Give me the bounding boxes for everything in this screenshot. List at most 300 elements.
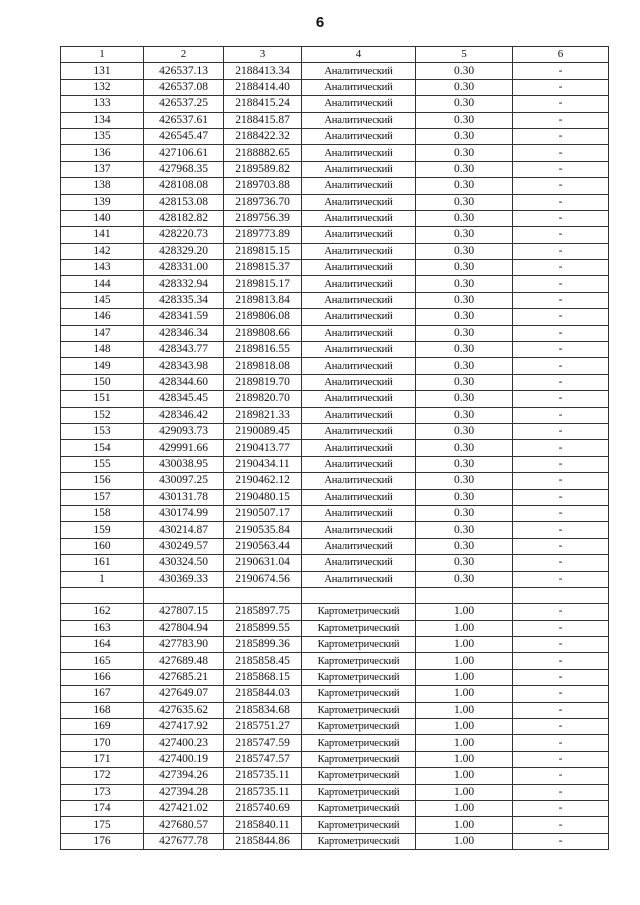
table-row <box>61 686 609 702</box>
point-number-cell: 134 <box>61 112 144 128</box>
point-number-cell: 142 <box>61 243 144 259</box>
y-coordinate-cell: 2189815.37 <box>224 260 302 276</box>
method-cell: Аналитический <box>302 145 416 161</box>
note-cell: - <box>513 358 609 374</box>
point-number-cell: 140 <box>61 210 144 226</box>
note-cell: - <box>513 210 609 226</box>
table-row <box>61 210 609 226</box>
accuracy-cell: 0.30 <box>416 555 513 571</box>
y-coordinate-cell: 2190631.04 <box>224 555 302 571</box>
y-coordinate-cell: 2190674.56 <box>224 571 302 587</box>
method-cell: Аналитический <box>302 325 416 341</box>
point-number-cell: 139 <box>61 194 144 210</box>
y-coordinate-cell: 2189736.70 <box>224 194 302 210</box>
note-cell: - <box>513 276 609 292</box>
table-row <box>61 817 609 833</box>
x-coordinate-cell: 427394.28 <box>144 784 224 800</box>
note-cell: - <box>513 604 609 620</box>
note-cell: - <box>513 653 609 669</box>
x-coordinate-cell: 427400.19 <box>144 751 224 767</box>
method-cell: Аналитический <box>302 112 416 128</box>
table-row <box>61 112 609 128</box>
y-coordinate-cell: 2190089.45 <box>224 423 302 439</box>
x-coordinate-cell: 426545.47 <box>144 128 224 144</box>
table-row <box>61 538 609 554</box>
note-cell: - <box>513 391 609 407</box>
accuracy-cell: 0.30 <box>416 128 513 144</box>
point-number-cell: 150 <box>61 374 144 390</box>
x-coordinate-cell: 426537.08 <box>144 79 224 95</box>
accuracy-cell: 0.30 <box>416 210 513 226</box>
method-cell: Картометрический <box>302 817 416 833</box>
y-coordinate-cell: 2190413.77 <box>224 440 302 456</box>
x-coordinate-cell: 429093.73 <box>144 423 224 439</box>
y-coordinate-cell: 2185844.03 <box>224 686 302 702</box>
accuracy-cell: 0.30 <box>416 505 513 521</box>
accuracy-cell <box>416 587 513 603</box>
accuracy-cell: 0.30 <box>416 194 513 210</box>
x-coordinate-cell: 428335.34 <box>144 292 224 308</box>
accuracy-cell: 1.00 <box>416 620 513 636</box>
point-number-cell: 175 <box>61 817 144 833</box>
table-row <box>61 194 609 210</box>
table-row <box>61 227 609 243</box>
y-coordinate-cell: 2189821.33 <box>224 407 302 423</box>
note-cell: - <box>513 571 609 587</box>
header-cell-4: 4 <box>302 47 416 63</box>
x-coordinate-cell: 427804.94 <box>144 620 224 636</box>
point-number-cell: 162 <box>61 604 144 620</box>
method-cell: Аналитический <box>302 391 416 407</box>
accuracy-cell: 1.00 <box>416 768 513 784</box>
note-cell: - <box>513 145 609 161</box>
point-number-cell: 172 <box>61 768 144 784</box>
method-cell: Картометрический <box>302 702 416 718</box>
table-row <box>61 243 609 259</box>
accuracy-cell: 0.30 <box>416 522 513 538</box>
point-number-cell: 154 <box>61 440 144 456</box>
y-coordinate-cell: 2190563.44 <box>224 538 302 554</box>
table-row <box>61 407 609 423</box>
table-row <box>61 161 609 177</box>
accuracy-cell: 0.30 <box>416 112 513 128</box>
point-number-cell: 173 <box>61 784 144 800</box>
method-cell: Аналитический <box>302 358 416 374</box>
point-number-cell: 131 <box>61 63 144 79</box>
note-cell: - <box>513 751 609 767</box>
point-number-cell: 159 <box>61 522 144 538</box>
y-coordinate-cell: 2189756.39 <box>224 210 302 226</box>
x-coordinate-cell <box>144 587 224 603</box>
point-number-cell: 143 <box>61 260 144 276</box>
note-cell: - <box>513 374 609 390</box>
note-cell: - <box>513 96 609 112</box>
accuracy-cell: 1.00 <box>416 719 513 735</box>
x-coordinate-cell: 428331.00 <box>144 260 224 276</box>
y-coordinate-cell: 2185899.36 <box>224 637 302 653</box>
y-coordinate-cell: 2185747.59 <box>224 735 302 751</box>
note-cell: - <box>513 128 609 144</box>
method-cell: Аналитический <box>302 243 416 259</box>
table-row <box>61 79 609 95</box>
method-cell: Аналитический <box>302 342 416 358</box>
point-number-cell: 170 <box>61 735 144 751</box>
header-cell-6: 6 <box>513 47 609 63</box>
table-row <box>61 260 609 276</box>
method-cell: Картометрический <box>302 800 416 816</box>
x-coordinate-cell: 427783.90 <box>144 637 224 653</box>
method-cell: Картометрический <box>302 719 416 735</box>
point-number-cell: 135 <box>61 128 144 144</box>
table-row <box>61 128 609 144</box>
x-coordinate-cell: 428220.73 <box>144 227 224 243</box>
method-cell: Аналитический <box>302 538 416 554</box>
table-row <box>61 702 609 718</box>
header-cell-2: 2 <box>144 47 224 63</box>
method-cell: Картометрический <box>302 604 416 620</box>
x-coordinate-cell: 427807.15 <box>144 604 224 620</box>
accuracy-cell: 0.30 <box>416 178 513 194</box>
table-row <box>61 276 609 292</box>
accuracy-cell: 0.30 <box>416 489 513 505</box>
method-cell: Картометрический <box>302 735 416 751</box>
point-number-cell: 146 <box>61 309 144 325</box>
table-row <box>61 522 609 538</box>
y-coordinate-cell: 2190507.17 <box>224 505 302 521</box>
method-cell: Аналитический <box>302 440 416 456</box>
note-cell: - <box>513 735 609 751</box>
note-cell: - <box>513 489 609 505</box>
accuracy-cell: 0.30 <box>416 260 513 276</box>
method-cell: Аналитический <box>302 79 416 95</box>
table-row <box>61 604 609 620</box>
accuracy-cell: 0.30 <box>416 538 513 554</box>
point-number-cell: 165 <box>61 653 144 669</box>
table-row <box>61 374 609 390</box>
method-cell: Аналитический <box>302 292 416 308</box>
point-number-cell: 157 <box>61 489 144 505</box>
x-coordinate-cell: 426537.13 <box>144 63 224 79</box>
table-row <box>61 653 609 669</box>
table-row <box>61 473 609 489</box>
point-number-cell: 144 <box>61 276 144 292</box>
y-coordinate-cell: 2185735.11 <box>224 784 302 800</box>
y-coordinate-cell: 2189818.08 <box>224 358 302 374</box>
x-coordinate-cell: 430131.78 <box>144 489 224 505</box>
method-cell: Картометрический <box>302 669 416 685</box>
method-cell: Картометрический <box>302 620 416 636</box>
method-cell: Картометрический <box>302 653 416 669</box>
point-number-cell: 156 <box>61 473 144 489</box>
method-cell: Картометрический <box>302 686 416 702</box>
table-row <box>61 489 609 505</box>
x-coordinate-cell: 427635.62 <box>144 702 224 718</box>
table-row <box>61 423 609 439</box>
table-row-spacer <box>61 587 609 603</box>
point-number-cell: 136 <box>61 145 144 161</box>
accuracy-cell: 1.00 <box>416 604 513 620</box>
accuracy-cell: 0.30 <box>416 440 513 456</box>
table-row <box>61 735 609 751</box>
method-cell: Картометрический <box>302 784 416 800</box>
method-cell: Аналитический <box>302 210 416 226</box>
note-cell: - <box>513 309 609 325</box>
accuracy-cell: 0.30 <box>416 358 513 374</box>
table-row <box>61 637 609 653</box>
x-coordinate-cell: 429991.66 <box>144 440 224 456</box>
x-coordinate-cell: 427685.21 <box>144 669 224 685</box>
table-row <box>61 784 609 800</box>
table-row <box>61 358 609 374</box>
point-number-cell: 160 <box>61 538 144 554</box>
note-cell: - <box>513 768 609 784</box>
x-coordinate-cell: 427417.92 <box>144 719 224 735</box>
method-cell: Аналитический <box>302 63 416 79</box>
point-number-cell: 174 <box>61 800 144 816</box>
y-coordinate-cell: 2185751.27 <box>224 719 302 735</box>
point-number-cell: 149 <box>61 358 144 374</box>
point-number-cell: 147 <box>61 325 144 341</box>
point-number-cell: 158 <box>61 505 144 521</box>
method-cell: Аналитический <box>302 161 416 177</box>
x-coordinate-cell: 426537.25 <box>144 96 224 112</box>
accuracy-cell: 0.30 <box>416 145 513 161</box>
point-number-cell: 132 <box>61 79 144 95</box>
y-coordinate-cell: 2185740.69 <box>224 800 302 816</box>
accuracy-cell: 1.00 <box>416 669 513 685</box>
x-coordinate-cell: 427421.02 <box>144 800 224 816</box>
method-cell: Аналитический <box>302 309 416 325</box>
x-coordinate-cell: 427680.57 <box>144 817 224 833</box>
table-row <box>61 719 609 735</box>
accuracy-cell: 1.00 <box>416 833 513 849</box>
x-coordinate-cell: 430249.57 <box>144 538 224 554</box>
point-number-cell: 148 <box>61 342 144 358</box>
accuracy-cell: 0.30 <box>416 292 513 308</box>
y-coordinate-cell: 2189589.82 <box>224 161 302 177</box>
table-row <box>61 96 609 112</box>
note-cell: - <box>513 325 609 341</box>
method-cell: Аналитический <box>302 555 416 571</box>
method-cell: Аналитический <box>302 374 416 390</box>
y-coordinate-cell: 2189806.08 <box>224 309 302 325</box>
note-cell: - <box>513 784 609 800</box>
note-cell: - <box>513 407 609 423</box>
y-coordinate-cell: 2189820.70 <box>224 391 302 407</box>
point-number-cell: 166 <box>61 669 144 685</box>
method-cell: Аналитический <box>302 227 416 243</box>
accuracy-cell: 0.30 <box>416 342 513 358</box>
point-number-cell: 163 <box>61 620 144 636</box>
point-number-cell: 141 <box>61 227 144 243</box>
table-row <box>61 145 609 161</box>
table-body <box>61 47 609 850</box>
y-coordinate-cell: 2185858.45 <box>224 653 302 669</box>
y-coordinate-cell: 2185897.75 <box>224 604 302 620</box>
note-cell: - <box>513 555 609 571</box>
y-coordinate-cell: 2185735.11 <box>224 768 302 784</box>
note-cell: - <box>513 243 609 259</box>
y-coordinate-cell: 2189815.17 <box>224 276 302 292</box>
x-coordinate-cell: 428153.08 <box>144 194 224 210</box>
accuracy-cell: 0.30 <box>416 456 513 472</box>
x-coordinate-cell: 427400.23 <box>144 735 224 751</box>
y-coordinate-cell: 2190462.12 <box>224 473 302 489</box>
method-cell: Аналитический <box>302 522 416 538</box>
note-cell: - <box>513 669 609 685</box>
table-row <box>61 669 609 685</box>
table-row <box>61 325 609 341</box>
table-row <box>61 292 609 308</box>
note-cell: - <box>513 473 609 489</box>
y-coordinate-cell: 2188415.87 <box>224 112 302 128</box>
note-cell: - <box>513 686 609 702</box>
method-cell: Аналитический <box>302 276 416 292</box>
method-cell: Аналитический <box>302 178 416 194</box>
x-coordinate-cell: 428341.59 <box>144 309 224 325</box>
accuracy-cell: 1.00 <box>416 653 513 669</box>
table-row <box>61 63 609 79</box>
x-coordinate-cell: 430324.50 <box>144 555 224 571</box>
x-coordinate-cell: 430174.99 <box>144 505 224 521</box>
accuracy-cell: 0.30 <box>416 309 513 325</box>
point-number-cell <box>61 587 144 603</box>
y-coordinate-cell: 2185844.86 <box>224 833 302 849</box>
method-cell: Картометрический <box>302 768 416 784</box>
x-coordinate-cell: 428344.60 <box>144 374 224 390</box>
table-header-row <box>61 47 609 63</box>
header-cell-1: 1 <box>61 47 144 63</box>
method-cell: Аналитический <box>302 96 416 112</box>
note-cell: - <box>513 456 609 472</box>
note-cell: - <box>513 817 609 833</box>
point-number-cell: 145 <box>61 292 144 308</box>
accuracy-cell: 0.30 <box>416 63 513 79</box>
note-cell: - <box>513 538 609 554</box>
note-cell: - <box>513 702 609 718</box>
x-coordinate-cell: 428182.82 <box>144 210 224 226</box>
table-row <box>61 555 609 571</box>
y-coordinate-cell: 2189815.15 <box>224 243 302 259</box>
method-cell: Аналитический <box>302 456 416 472</box>
header-cell-3: 3 <box>224 47 302 63</box>
note-cell: - <box>513 79 609 95</box>
x-coordinate-cell: 428108.08 <box>144 178 224 194</box>
note-cell: - <box>513 505 609 521</box>
point-number-cell: 176 <box>61 833 144 849</box>
accuracy-cell: 0.30 <box>416 243 513 259</box>
y-coordinate-cell <box>224 587 302 603</box>
method-cell: Картометрический <box>302 751 416 767</box>
x-coordinate-cell: 427689.48 <box>144 653 224 669</box>
point-number-cell: 171 <box>61 751 144 767</box>
table-row <box>61 800 609 816</box>
x-coordinate-cell: 428345.45 <box>144 391 224 407</box>
table-row <box>61 309 609 325</box>
note-cell: - <box>513 620 609 636</box>
accuracy-cell: 1.00 <box>416 735 513 751</box>
y-coordinate-cell: 2190480.15 <box>224 489 302 505</box>
note-cell: - <box>513 292 609 308</box>
note-cell: - <box>513 423 609 439</box>
point-number-cell: 151 <box>61 391 144 407</box>
note-cell: - <box>513 63 609 79</box>
accuracy-cell: 0.30 <box>416 571 513 587</box>
x-coordinate-cell: 427968.35 <box>144 161 224 177</box>
accuracy-cell: 0.30 <box>416 325 513 341</box>
method-cell: Аналитический <box>302 128 416 144</box>
point-number-cell: 168 <box>61 702 144 718</box>
note-cell <box>513 587 609 603</box>
method-cell: Аналитический <box>302 505 416 521</box>
x-coordinate-cell: 428332.94 <box>144 276 224 292</box>
accuracy-cell: 1.00 <box>416 751 513 767</box>
accuracy-cell: 0.30 <box>416 473 513 489</box>
x-coordinate-cell: 428346.42 <box>144 407 224 423</box>
note-cell: - <box>513 719 609 735</box>
note-cell: - <box>513 161 609 177</box>
y-coordinate-cell: 2189773.89 <box>224 227 302 243</box>
y-coordinate-cell: 2190535.84 <box>224 522 302 538</box>
y-coordinate-cell: 2188415.24 <box>224 96 302 112</box>
y-coordinate-cell: 2190434.11 <box>224 456 302 472</box>
table-row <box>61 456 609 472</box>
x-coordinate-cell: 427106.61 <box>144 145 224 161</box>
x-coordinate-cell: 428343.77 <box>144 342 224 358</box>
y-coordinate-cell: 2185834.68 <box>224 702 302 718</box>
y-coordinate-cell: 2188413.34 <box>224 63 302 79</box>
accuracy-cell: 0.30 <box>416 374 513 390</box>
point-number-cell: 137 <box>61 161 144 177</box>
point-number-cell: 161 <box>61 555 144 571</box>
method-cell: Аналитический <box>302 407 416 423</box>
point-number-cell: 153 <box>61 423 144 439</box>
accuracy-cell: 0.30 <box>416 161 513 177</box>
table-row <box>61 833 609 849</box>
note-cell: - <box>513 522 609 538</box>
x-coordinate-cell: 426537.61 <box>144 112 224 128</box>
note-cell: - <box>513 260 609 276</box>
note-cell: - <box>513 194 609 210</box>
accuracy-cell: 0.30 <box>416 276 513 292</box>
table-row <box>61 391 609 407</box>
y-coordinate-cell: 2188882.65 <box>224 145 302 161</box>
point-number-cell: 167 <box>61 686 144 702</box>
y-coordinate-cell: 2189819.70 <box>224 374 302 390</box>
y-coordinate-cell: 2188422.32 <box>224 128 302 144</box>
note-cell: - <box>513 637 609 653</box>
x-coordinate-cell: 430369.33 <box>144 571 224 587</box>
y-coordinate-cell: 2185747.57 <box>224 751 302 767</box>
x-coordinate-cell: 427677.78 <box>144 833 224 849</box>
header-cell-5: 5 <box>416 47 513 63</box>
point-number-cell: 155 <box>61 456 144 472</box>
accuracy-cell: 1.00 <box>416 784 513 800</box>
accuracy-cell: 0.30 <box>416 391 513 407</box>
y-coordinate-cell: 2185840.11 <box>224 817 302 833</box>
method-cell: Картометрический <box>302 637 416 653</box>
y-coordinate-cell: 2185868.15 <box>224 669 302 685</box>
note-cell: - <box>513 440 609 456</box>
table-row <box>61 440 609 456</box>
note-cell: - <box>513 800 609 816</box>
page-number: 6 <box>315 14 325 31</box>
point-number-cell: 133 <box>61 96 144 112</box>
x-coordinate-cell: 428329.20 <box>144 243 224 259</box>
point-number-cell: 169 <box>61 719 144 735</box>
table-row <box>61 505 609 521</box>
method-cell: Аналитический <box>302 473 416 489</box>
